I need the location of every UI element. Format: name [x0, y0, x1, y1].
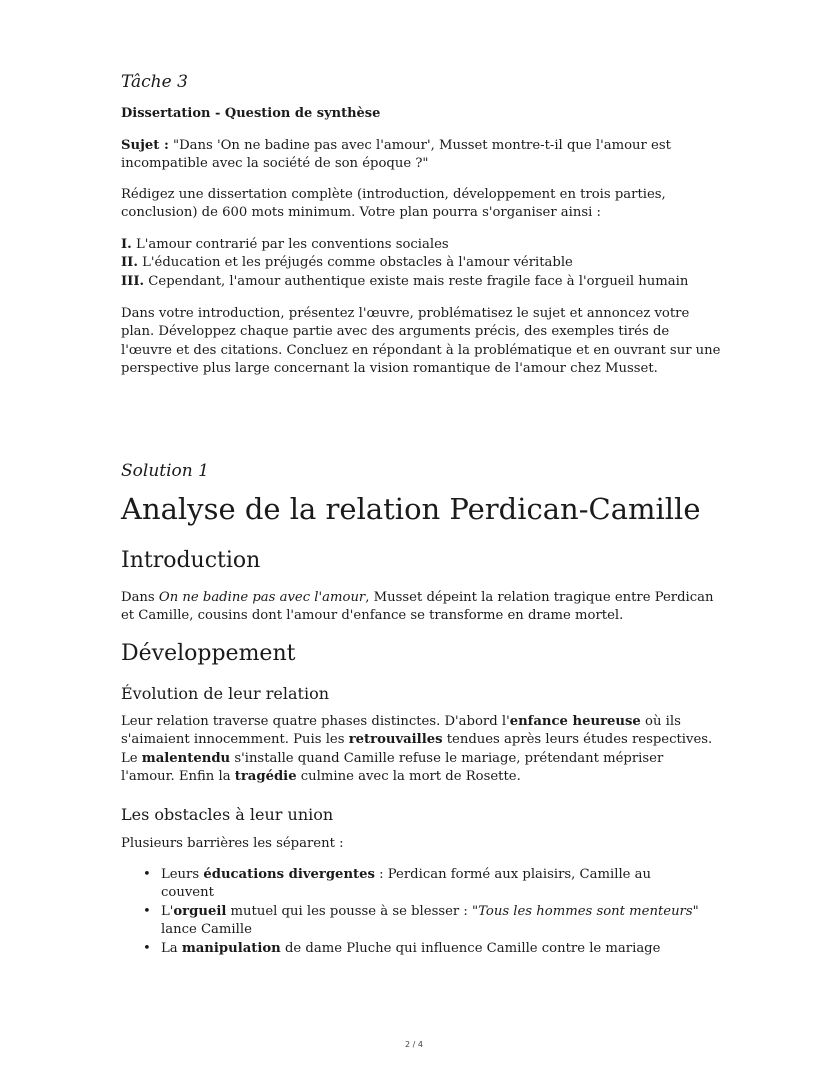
sujet-text: "Dans 'On ne badine pas avec l'amour', Musset montre-t-il que l'amour est incompatible avec la société de son époque ?" [121, 138, 671, 172]
list-item: • Leurs éducations divergentes : Perdican formé aux plaisirs, Camille au couvent [141, 866, 701, 903]
page-number: 2 / 4 [405, 1040, 423, 1049]
plan-list [121, 236, 721, 291]
introduction-heading: Introduction [121, 548, 261, 573]
work-title: On ne badine pas avec l'amour [158, 590, 366, 605]
list-item: • La manipulation de dame Pluche qui influence Camille contre le mariage [141, 940, 701, 958]
introduction-paragraph: Dans On ne badine pas avec l'amour, Musset dépeint la relation tragique entre Perdican et Camille, cousins dont l'amour d'enfance se transforme en drame mortel. [121, 590, 714, 624]
plan-item: III. Cependant, l'amour authentique existe mais reste fragile face à l'orgueil humain [121, 273, 689, 289]
sujet-paragraph [121, 137, 721, 174]
quote: "Tous les hommes sont menteurs" [472, 903, 699, 919]
obstacles-intro: Plusieurs barrières les séparent : [121, 836, 344, 851]
evolution-heading: Évolution de leur relation [121, 684, 330, 703]
plan-item: I. L'amour contrarié par les conventions sociales [121, 237, 449, 252]
instructions-intro: Rédigez une dissertation complète (introduction, développement en trois parties, conclusion) de 600 mots minimum. Votre plan pourra s'organiser ainsi : [121, 187, 666, 221]
task-label: Tâche 3 [121, 72, 188, 92]
obstacles-list [141, 866, 701, 958]
obstacles-heading: Les obstacles à leur union [121, 805, 334, 824]
sujet-label: Sujet : [121, 138, 169, 153]
evolution-paragraph: Leur relation traverse quatre phases distinctes. D'abord l'enfance heureuse où ils s'aimaient innocemment. Puis les retrouvailles tendues après leurs études respectives. Le malentendu s'installe quand Camille refuse le mariage, prétendant mépriser l'amour. Enfin la tragédie culmine avec la mort de Rosette. [121, 714, 713, 785]
developpement-heading: Développement [121, 641, 296, 666]
plan-item: II. L'éducation et les préjugés comme obstacles à l'amour véritable [121, 255, 573, 271]
solution-title: Analyse de la relation Perdican-Camille [121, 492, 701, 526]
task-subtitle: Dissertation - Question de synthèse [121, 106, 381, 121]
list-item: • L'orgueil mutuel qui les pousse à se blesser : "Tous les hommes sont menteurs" lance Camille [141, 903, 701, 940]
instructions-paragraph: Dans votre introduction, présentez l'œuvre, problématisez le sujet et annoncez votre plan. Développez chaque partie avec des arguments précis, des exemples tirés de l'œuvre et des citations. Concluez en répondant à la problématique et en ouvrant sur une perspective plus large concernant la vision romantique de l'amour chez Musset. [121, 306, 721, 377]
solution-label: Solution 1 [121, 461, 209, 481]
